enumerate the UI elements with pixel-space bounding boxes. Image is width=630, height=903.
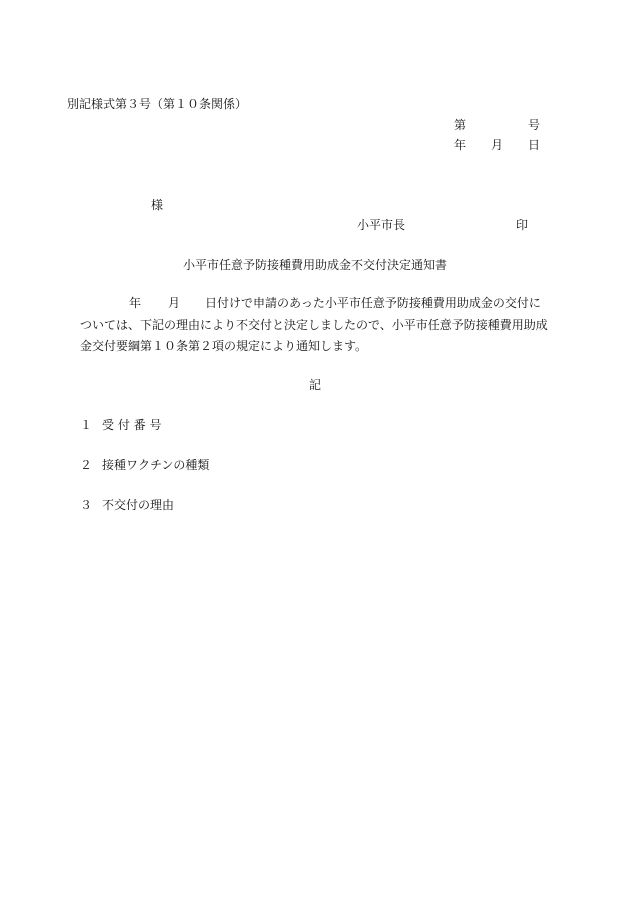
date-month: 月 bbox=[491, 138, 504, 152]
body-line-2: ついては、下記の理由により不交付と決定しましたので、小平市任意予防接種費用助成 bbox=[80, 318, 548, 332]
body-year: 年 bbox=[129, 296, 142, 310]
body-line-1-text: 日付けで申請のあった小平市任意予防接種費用助成金の交付に bbox=[205, 296, 541, 310]
body-line-3: 金交付要綱第１０条第２項の規定により通知します。 bbox=[80, 339, 368, 353]
form-label: 別記様式第３号（第１０条関係） bbox=[67, 97, 248, 111]
item-label: 受 付 番 号 bbox=[102, 418, 162, 432]
item-number: １ bbox=[80, 418, 93, 432]
list-item bbox=[80, 499, 174, 511]
ki-heading: 記 bbox=[308, 378, 321, 392]
date-day: 日 bbox=[528, 138, 541, 152]
sender-title: 小平市長 bbox=[357, 218, 406, 232]
item-number: ３ bbox=[80, 498, 93, 512]
item-label: 接種ワクチンの種類 bbox=[102, 458, 210, 472]
item-label: 不交付の理由 bbox=[102, 498, 175, 512]
date-year: 年 bbox=[454, 138, 467, 152]
page-title: 小平市任意予防接種費用助成金不交付決定通知書 bbox=[182, 258, 447, 272]
doc-number-prefix: 第 bbox=[454, 118, 467, 132]
list-item bbox=[80, 419, 161, 431]
doc-number-suffix: 号 bbox=[528, 118, 541, 132]
seal-mark: 印 bbox=[516, 218, 529, 232]
item-number: ２ bbox=[80, 458, 93, 472]
recipient-honorific: 様 bbox=[151, 198, 164, 212]
list-item bbox=[80, 459, 209, 471]
body-line-1 bbox=[129, 297, 541, 309]
body-month: 月 bbox=[168, 296, 181, 310]
